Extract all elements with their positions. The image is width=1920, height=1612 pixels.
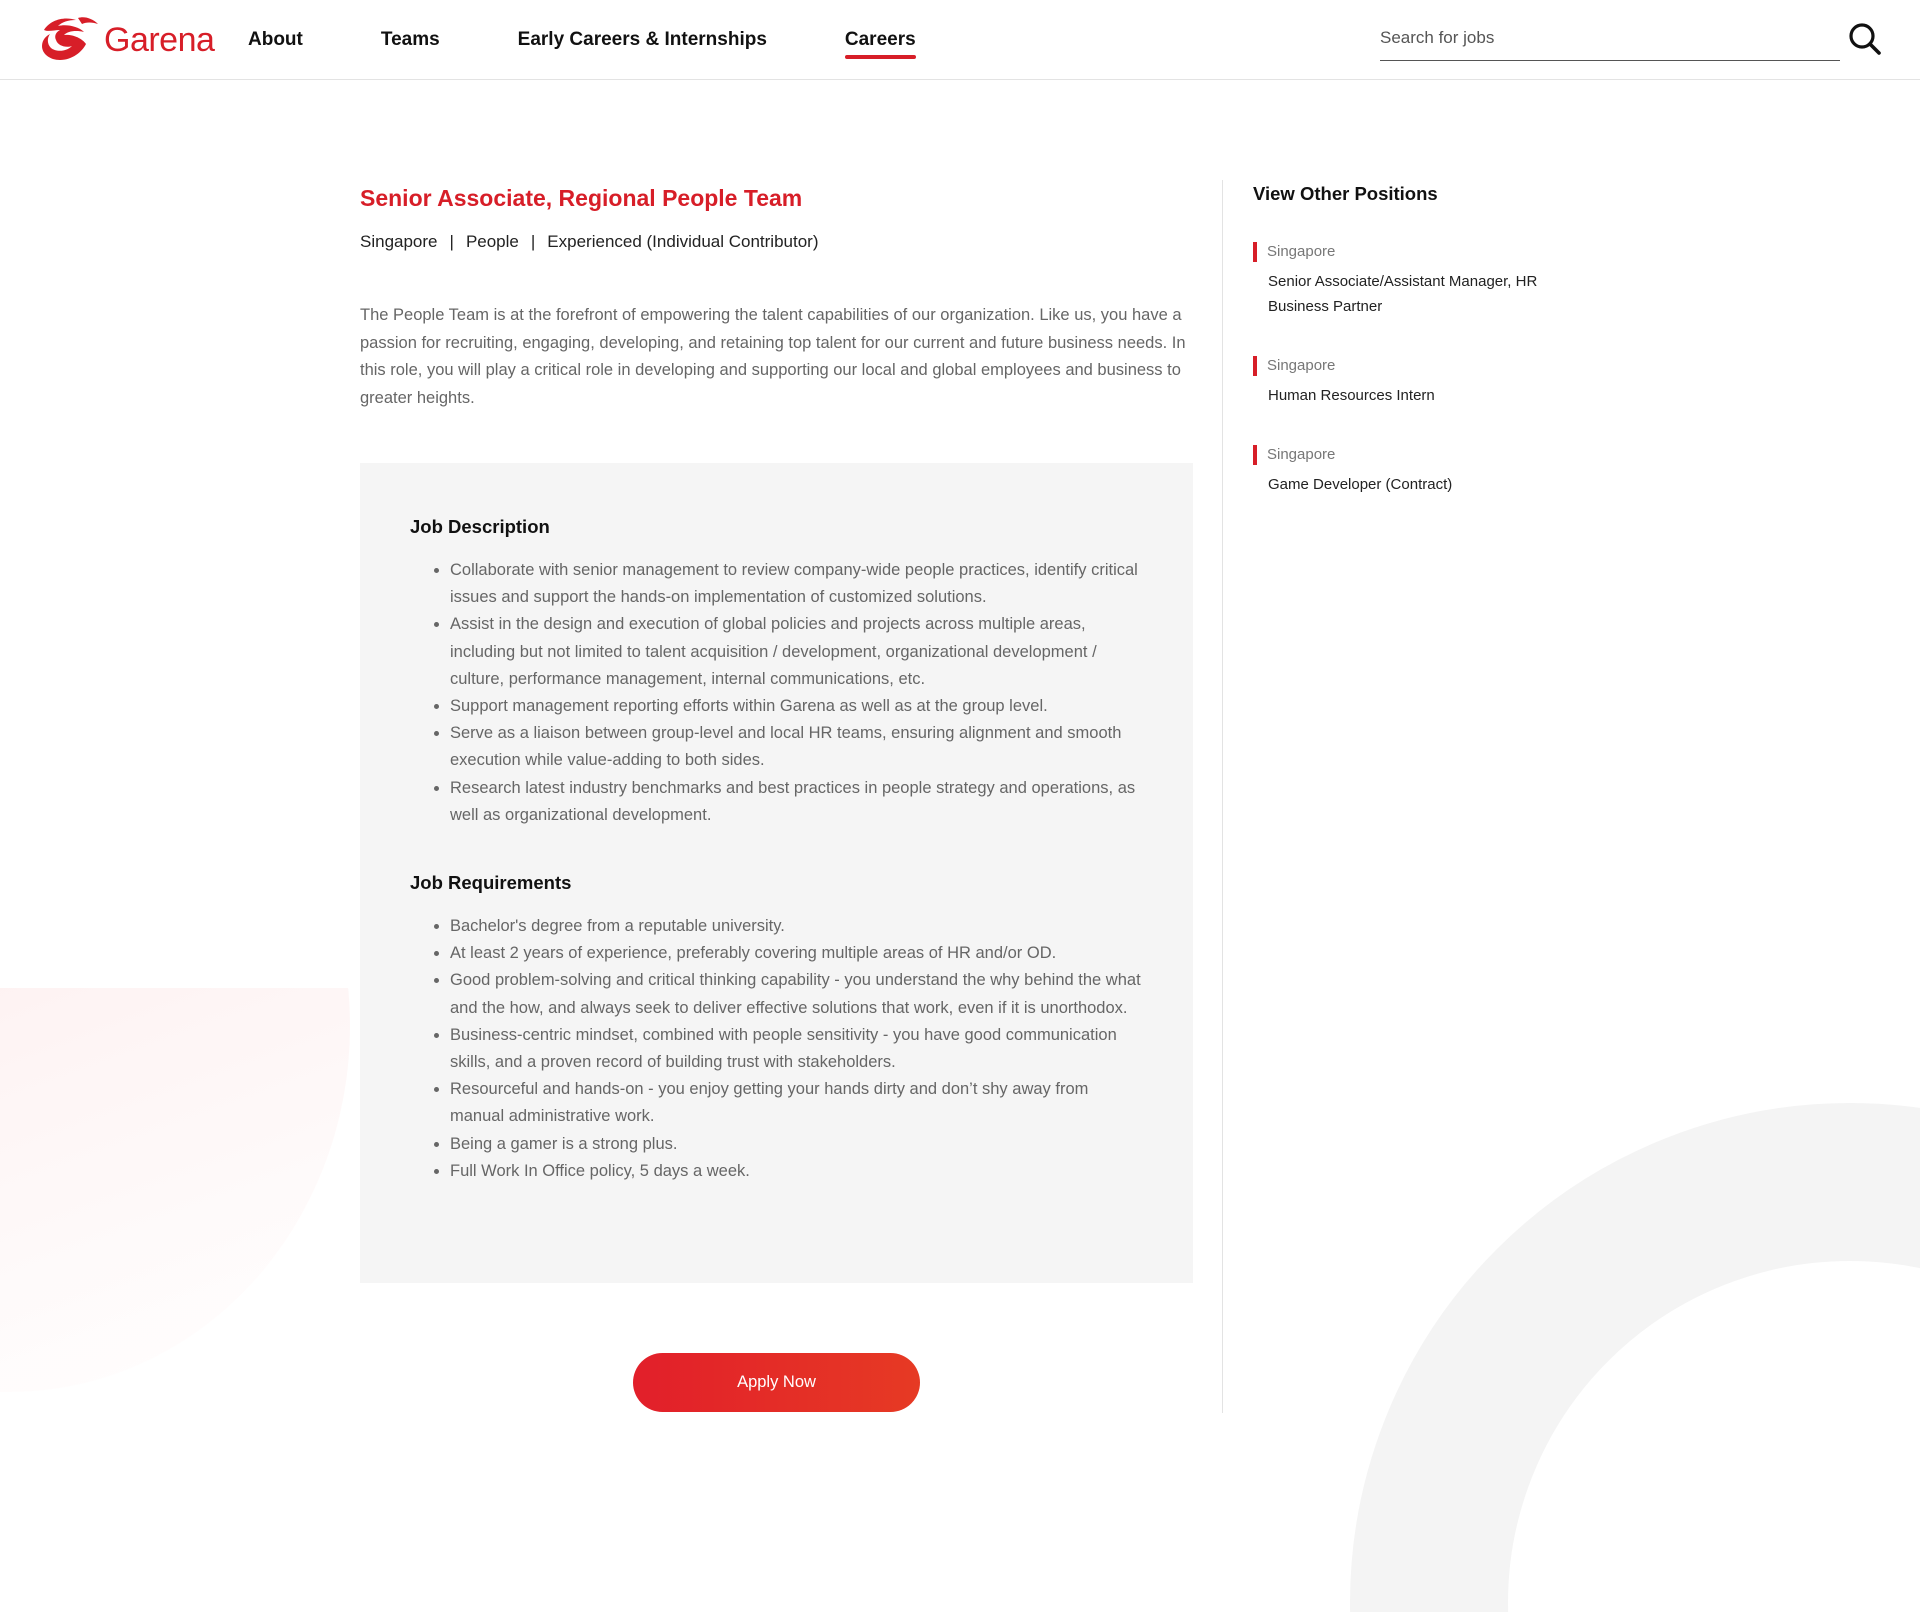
nav-teams[interactable]: Teams [380, 29, 440, 50]
search-box [1380, 20, 1840, 61]
search-input[interactable] [1380, 20, 1840, 56]
position-location: Singapore [1253, 356, 1573, 376]
meta-separator: | [530, 232, 536, 251]
job-intro: The People Team is at the forefront of empowering the talent capabilities of our organization. Like us, you have a passion for recruiting, engaging, developing, and retaining top talent for our current and future business needs. In this role, you will play a critical role in developing and supporting our local and global employees and business to greater heights. [360, 306, 1186, 407]
meta-separator: | [449, 232, 454, 251]
list-item: • Support management reporting efforts within Garena as well as at the group level. [450, 693, 1143, 720]
background-ring [1350, 1103, 1920, 1612]
site-header [0, 0, 1920, 80]
list-item: • Bachelor's degree from a reputable university. [450, 913, 1143, 940]
job-meta [360, 232, 1193, 252]
position-title: Senior Associate/Assistant Manager, HR Business Partner [1268, 273, 1538, 315]
list-item: • Full Work In Office policy, 5 days a week. [450, 1158, 1143, 1185]
list-item: • Assist in the design and execution of global policies and projects across multiple areas, including but not limited to talent acquisition / development, organizational development / culture, performance management, internal communications, etc. [450, 611, 1143, 693]
job-details-card [360, 463, 1193, 1283]
list-item: • Good problem-solving and critical thinking capability - you understand the why behind the what and the how, and always seek to deliver effective solutions that work, even if it is unorthodox. [450, 967, 1143, 1021]
job-team: People [465, 232, 519, 251]
garena-dragon-icon [38, 14, 104, 66]
list-item: • Resourceful and hands-on - you enjoy getting your hands dirty and don’t shy away from manual administrative work. [450, 1076, 1143, 1130]
job-description-list [410, 557, 1143, 829]
job-requirements-list [410, 913, 1143, 1185]
background-mask [0, 60, 360, 988]
position-title: Human Resources Intern [1268, 387, 1435, 404]
list-item: • Collaborate with senior management to review company-wide people practices, identify critical issues and support the hands-on implementation of customized solutions. [450, 557, 1143, 611]
position-link[interactable] [1253, 356, 1573, 408]
job-description-heading: Job Description [410, 516, 550, 537]
job-location: Singapore [360, 232, 438, 251]
job-detail [360, 180, 1193, 1391]
nav-early-careers[interactable]: Early Careers & Internships [517, 29, 767, 50]
search-icon[interactable] [1848, 22, 1882, 56]
garena-logo[interactable] [38, 14, 214, 66]
position-link[interactable] [1253, 445, 1573, 497]
list-item: • Business-centric mindset, combined with people sensitivity - you have good communication skills, and a proven record of building trust with stakeholders. [450, 1022, 1143, 1076]
column-divider [1222, 180, 1223, 1413]
brand-name: Garena [104, 20, 215, 59]
main-nav [248, 0, 994, 80]
list-item: • Being a gamer is a strong plus. [450, 1131, 1143, 1158]
position-link[interactable] [1253, 242, 1573, 319]
job-title: Senior Associate, Regional People Team [360, 185, 803, 211]
job-requirements-heading: Job Requirements [410, 872, 572, 894]
position-location: Singapore [1253, 242, 1573, 262]
job-level: Experienced (Individual Contributor) [547, 232, 819, 251]
nav-careers[interactable]: Careers [844, 29, 916, 50]
other-positions-heading: View Other Positions [1253, 183, 1438, 204]
list-item: • Research latest industry benchmarks and best practices in people strategy and operations, as well as organizational development. [450, 775, 1143, 829]
nav-about[interactable]: About [248, 29, 303, 50]
list-item: • At least 2 years of experience, preferably covering multiple areas of HR and/or OD. [450, 940, 1143, 967]
other-positions-sidebar [1253, 180, 1573, 497]
position-location: Singapore [1253, 445, 1573, 465]
position-title: Game Developer (Contract) [1268, 476, 1453, 493]
list-item: • Serve as a liaison between group-level and local HR teams, ensuring alignment and smooth execution while value-adding to both sides. [450, 720, 1143, 774]
apply-now-button[interactable]: Apply Now [633, 1353, 920, 1412]
